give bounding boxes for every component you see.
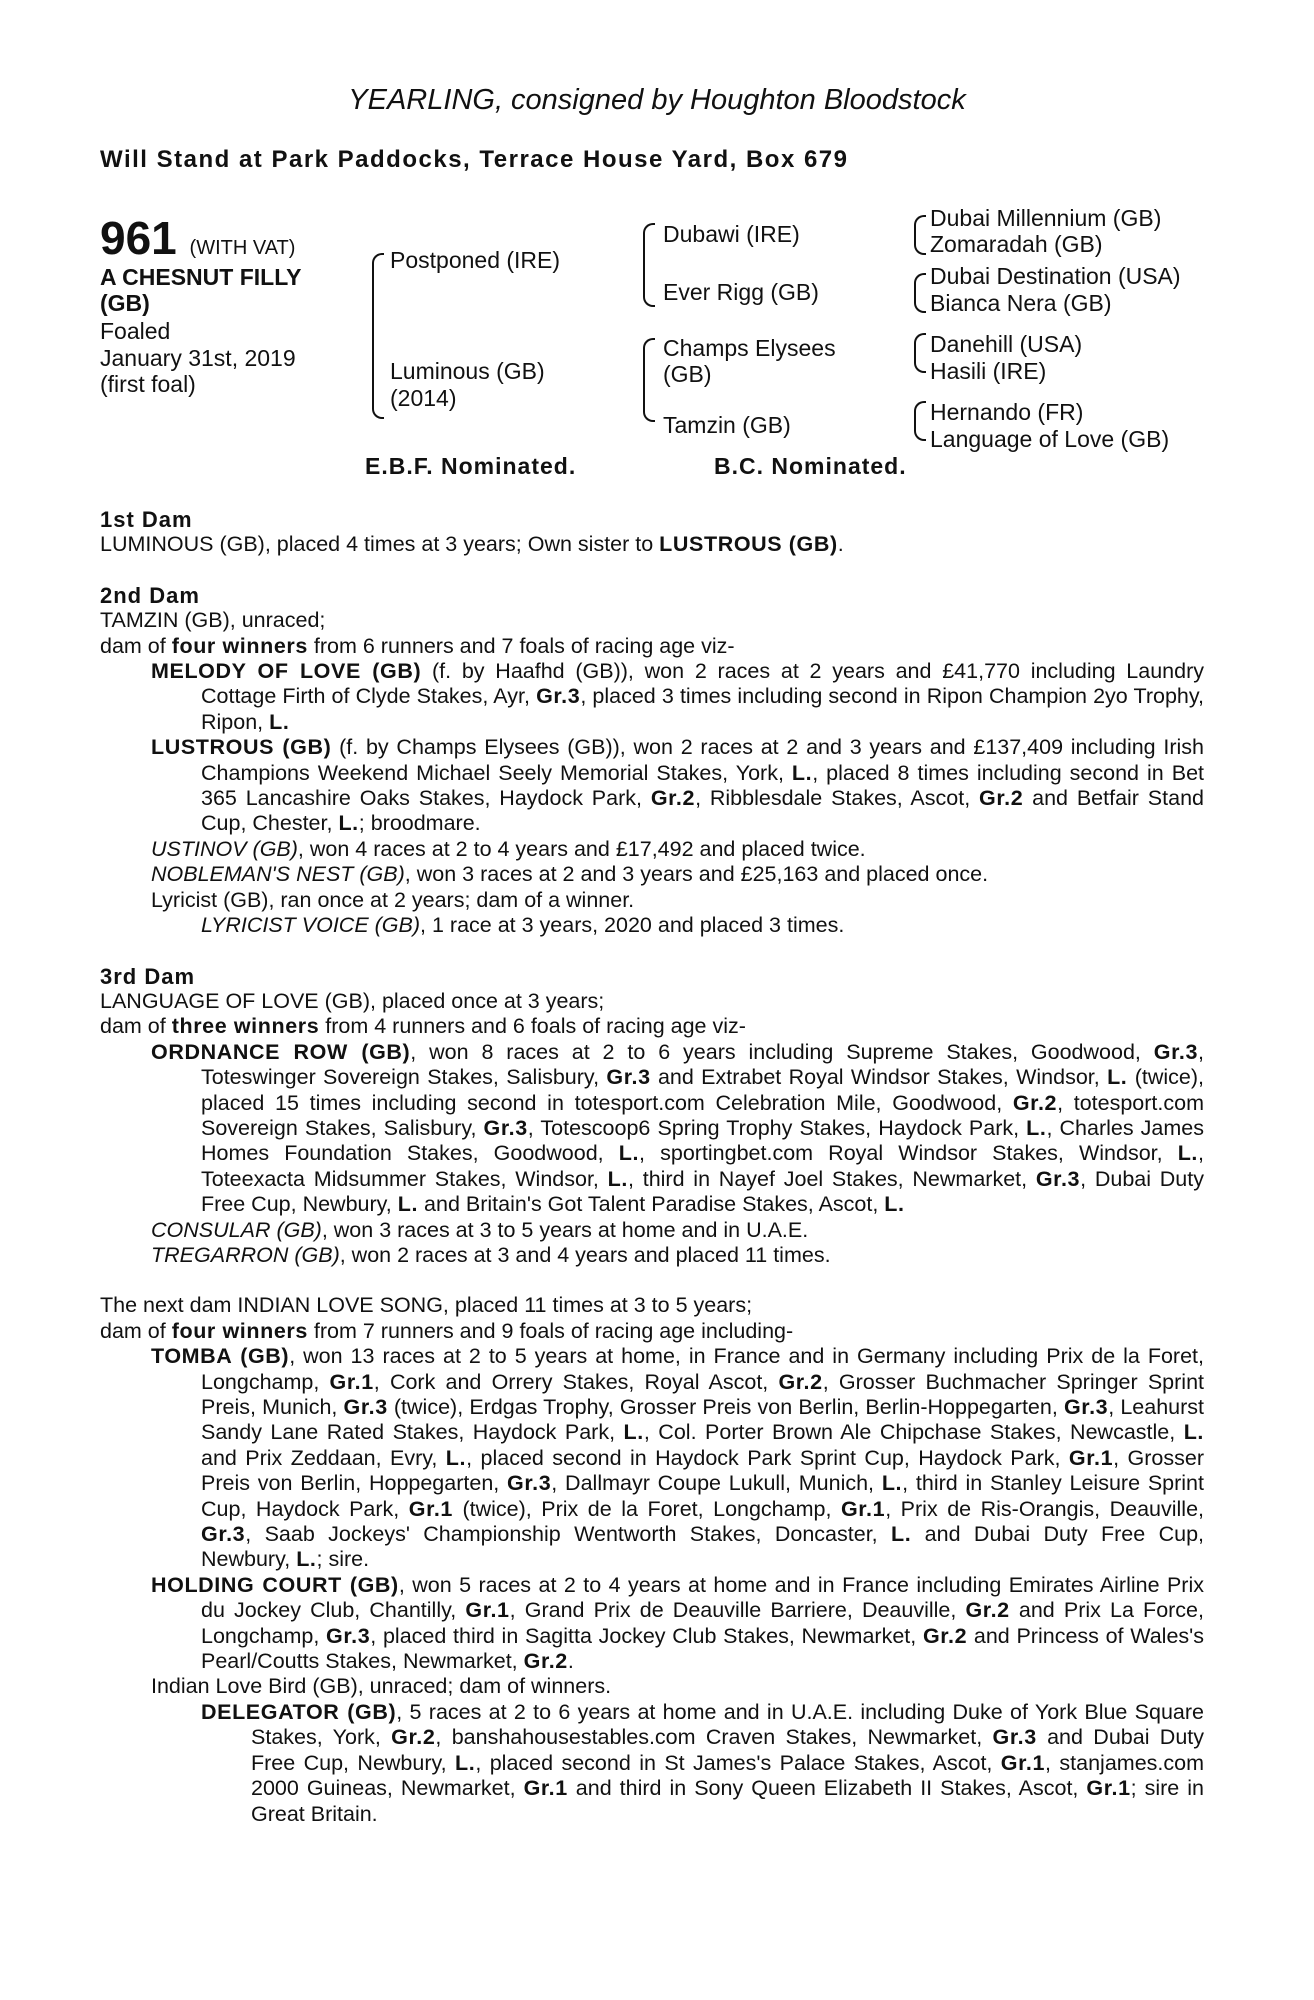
dam-dam: Tamzin (GB)	[663, 412, 791, 438]
bold-text: Gr.1	[408, 1496, 453, 1521]
bold-text: Gr.2	[650, 786, 696, 811]
text: , Prix de Ris-Orangis, Deauville,	[885, 1496, 1204, 1521]
bold-text: Gr.1	[523, 1776, 568, 1801]
catalogue-text	[100, 507, 1204, 1827]
bold-text: Gr.3	[507, 1471, 552, 1496]
lot-name-suffix: (GB)	[100, 290, 150, 316]
text-line	[100, 1218, 1204, 1243]
foaled-date: January 31st, 2019	[100, 345, 296, 371]
text: , 5 races at 2 to 6 years at home and in U.A.E. including Duke of York Blue Square Stakes, York,	[251, 1699, 1205, 1750]
bold-text: Gr.2	[778, 1369, 823, 1394]
lot-number: 961	[100, 212, 177, 264]
grandparent: Danehill (USA)	[930, 331, 1083, 357]
bold-text: L.	[445, 1445, 467, 1470]
bold-text: L.	[891, 1522, 912, 1547]
foal-note: (first foal)	[100, 371, 196, 397]
bold-text: four winners	[171, 1318, 308, 1343]
text: , won 3 races at 2 and 3 years and £25,163 and placed once.	[404, 862, 989, 887]
sire: Postponed (IRE)	[390, 247, 561, 273]
bold-text: L.	[296, 1547, 317, 1572]
bold-text: Gr.2	[922, 1623, 968, 1648]
text: dam of	[100, 1014, 172, 1039]
section-heading: 3rd Dam	[100, 963, 196, 989]
text: and Extrabet Royal Windsor Stakes, Windsor,	[650, 1065, 1108, 1090]
text: and Princess of Wales's Pearl/Coutts Stakes, Newmarket,	[201, 1623, 1205, 1674]
text: Lyricist (GB), ran once at 2 years; dam of a winner.	[151, 887, 635, 912]
bold-text: three winners	[171, 1014, 320, 1039]
text: , Grosser Preis von Berlin, Hoppegarten,	[201, 1445, 1205, 1496]
bold-text: DELEGATOR (GB)	[201, 1699, 397, 1724]
text: , third in Stanley Leisure Sprint Cup, Haydock Park,	[201, 1471, 1204, 1521]
dam-section	[100, 507, 1204, 558]
text: , totesport.com Sovereign Stakes, Salisbury,	[201, 1090, 1204, 1140]
text: from 4 runners and 6 foals of racing age viz-	[319, 1014, 746, 1039]
text-line	[100, 1293, 1204, 1318]
text-line	[100, 608, 1204, 633]
stand-location: Will Stand at Park Paddocks, Terrace House Yard, Box 679	[100, 146, 849, 173]
progeny-entry	[100, 1573, 1204, 1675]
bold-text: LUSTROUS (GB)	[659, 532, 838, 557]
bold-text: L.	[884, 1192, 905, 1217]
text: dam of	[100, 633, 172, 658]
text: , won 5 races at 2 to 4 years at home and in France including Emirates Airline Prix du Jockey Club, Chantilly,	[201, 1572, 1204, 1623]
progeny-entry	[100, 1700, 1204, 1827]
text: , sportingbet.com Royal Windsor Stakes, Windsor,	[639, 1141, 1178, 1166]
pedigree-block	[0, 205, 1314, 495]
sire-sire: Dubawi (IRE)	[663, 221, 800, 247]
text: , won 2 races at 3 and 4 years and placed 11 times.	[339, 1242, 831, 1267]
text: , 1 race at 3 years, 2020 and placed 3 times.	[420, 913, 845, 938]
bold-text: Gr.3	[343, 1395, 388, 1419]
text-line	[100, 634, 1204, 659]
text-line	[100, 913, 1204, 938]
bold-text: Gr.2	[391, 1725, 436, 1750]
text: (twice), placed 15 times including second in totesport.com Celebration Mile, Goodwood,	[201, 1065, 1205, 1115]
grandparent: Hernando (FR)	[930, 399, 1084, 425]
italic-text: NOBLEMAN'S NEST (GB)	[151, 862, 405, 887]
bold-text: L.	[607, 1166, 628, 1191]
bold-text: Gr.3	[1153, 1039, 1199, 1064]
italic-text: TREGARRON (GB)	[151, 1242, 340, 1267]
bold-text: Gr.3	[1063, 1395, 1109, 1419]
progeny-entry	[100, 1040, 1204, 1218]
bracket	[914, 401, 926, 441]
text-line	[100, 837, 1204, 862]
text: , won 13 races at 2 to 5 years at home, in France and in Germany including Prix de la Foret, Longchamp,	[201, 1344, 1204, 1394]
text: from 7 runners and 9 foals of racing age including-	[307, 1318, 794, 1343]
text: Indian Love Bird (GB), unraced; dam of winners.	[151, 1674, 612, 1699]
bracket	[914, 333, 926, 373]
bold-text: Gr.1	[465, 1598, 510, 1623]
text: and Britain's Got Talent Paradise Stakes, Ascot,	[418, 1192, 885, 1217]
text: and Dubai Duty Free Cup, Newbury,	[251, 1725, 1204, 1775]
bold-text: Gr.2	[979, 786, 1024, 811]
text-line	[100, 532, 1204, 557]
dam-section	[100, 583, 1204, 939]
italic-text: USTINOV (GB)	[151, 836, 298, 861]
bold-text: Gr.3	[483, 1115, 528, 1140]
foaled-label: Foaled	[100, 318, 171, 344]
text: , placed third in Sagitta Jockey Club Stakes, Newmarket,	[370, 1623, 923, 1648]
bold-text: Gr.3	[536, 684, 581, 709]
text: ; broodmare.	[358, 811, 481, 836]
text: , Saab Jockeys' Championship Wentworth Stakes, Doncaster,	[245, 1522, 892, 1547]
bold-text: L.	[338, 811, 359, 836]
text: (twice), Prix de la Foret, Longchamp,	[453, 1496, 841, 1521]
section-heading: 2nd Dam	[100, 582, 200, 608]
bold-text: Gr.3	[201, 1522, 246, 1547]
text: , won 4 races at 2 to 4 years and £17,492 and placed twice.	[297, 836, 866, 861]
bold-text: L.	[618, 1141, 640, 1166]
text: , third in Nayef Joel Stakes, Newmarket,	[627, 1166, 1036, 1191]
text: , Grand Prix de Deauville Barriere, Deauville,	[509, 1598, 966, 1623]
page-title: YEARLING, consigned by Houghton Bloodstock	[348, 84, 966, 116]
grandparent: Zomaradah (GB)	[930, 231, 1103, 257]
italic-text: CONSULAR (GB)	[151, 1217, 322, 1242]
progeny-entry	[100, 735, 1204, 837]
bold-text: L.	[1107, 1065, 1128, 1090]
grandparent: Hasili (IRE)	[930, 358, 1047, 384]
text-line	[100, 989, 1204, 1014]
bold-text: L.	[1026, 1115, 1047, 1140]
text: , Charles James Homes Foundation Stakes, Goodwood,	[201, 1115, 1204, 1166]
text: ; sire.	[316, 1547, 370, 1572]
bold-text: L.	[623, 1420, 644, 1445]
text: , Col. Porter Brown Ale Chipchase Stakes, Newcastle,	[643, 1420, 1184, 1445]
text: , banshahousestables.com Craven Stakes, Newmarket,	[435, 1725, 993, 1750]
italic-text: LYRICIST VOICE (GB)	[201, 913, 421, 938]
bold-text: LUSTROUS (GB)	[151, 735, 332, 760]
bold-text: Gr.1	[1068, 1445, 1114, 1470]
text: , stanjames.com 2000 Guineas, Newmarket,	[251, 1750, 1204, 1801]
text: , placed second in Haydock Park Sprint Cup, Haydock Park,	[466, 1445, 1069, 1470]
text-line	[100, 888, 1204, 913]
bracket	[643, 223, 655, 307]
bold-text: L.	[1177, 1141, 1199, 1166]
bold-text: L.	[791, 760, 813, 785]
bold-text: Gr.2	[965, 1598, 1010, 1623]
bold-text: L.	[881, 1471, 903, 1496]
text-line	[100, 1014, 1204, 1039]
text-line	[100, 1319, 1204, 1344]
bold-text: Gr.3	[1035, 1166, 1081, 1191]
dam-section	[100, 964, 1204, 1269]
bold-text: L.	[397, 1192, 419, 1217]
text: and third in Sony Queen Elizabeth II Stakes, Ascot,	[567, 1776, 1087, 1801]
text: , won 3 races at 3 to 5 years at home and in U.A.E.	[321, 1217, 809, 1242]
text: .	[567, 1649, 574, 1674]
bracket	[914, 215, 926, 255]
dam-sire: Champs Elysees	[663, 335, 836, 361]
text: and Betfair Stand Cup, Chester,	[201, 786, 1204, 836]
text: and Dubai Duty Free Cup, Newbury,	[201, 1522, 1204, 1572]
text: , Leahurst Sandy Lane Rated Stakes, Haydock Park,	[201, 1395, 1204, 1445]
text: .	[837, 532, 844, 557]
bracket	[372, 253, 384, 419]
bold-text: Gr.1	[1086, 1776, 1131, 1801]
dam-year: (2014)	[390, 385, 457, 411]
bold-text: ORDNANCE ROW (GB)	[151, 1039, 411, 1064]
text: , placed second in St James's Palace Stakes, Ascot,	[475, 1750, 1001, 1775]
bold-text: HOLDING COURT (GB)	[151, 1572, 399, 1597]
text: , placed 3 times including second in Ripon Champion 2yo Trophy, Ripon,	[201, 684, 1204, 734]
text-line	[100, 862, 1204, 887]
text: dam of	[100, 1318, 172, 1343]
text: and Prix Zeddaan, Evry,	[201, 1445, 446, 1470]
sire-dam: Ever Rigg (GB)	[663, 279, 819, 305]
lot-name: A CHESNUT FILLY	[100, 264, 302, 290]
dam-sire-suffix: (GB)	[663, 361, 712, 387]
bracket	[643, 338, 655, 422]
text: , placed 8 times including second in Bet 365 Lancashire Oaks Stakes, Haydock Park,	[201, 760, 1204, 811]
text: The next dam INDIAN LOVE SONG, placed 11 times at 3 to 5 years;	[100, 1293, 753, 1318]
dam: Luminous (GB)	[390, 358, 545, 384]
ebf-nomination: E.B.F. Nominated.	[365, 453, 577, 479]
text: , Toteexacta Midsummer Stakes, Windsor,	[201, 1141, 1204, 1191]
text: , Ribblesdale Stakes, Ascot,	[695, 786, 980, 811]
bold-text: MELODY OF LOVE (GB)	[151, 659, 422, 684]
text: and Prix La Force, Longchamp,	[201, 1598, 1204, 1648]
bold-text: L.	[1183, 1420, 1204, 1445]
bold-text: L.	[269, 709, 290, 734]
text-line	[100, 1243, 1204, 1268]
grandparent: Dubai Destination (USA)	[930, 263, 1181, 289]
bold-text: TOMBA (GB)	[151, 1344, 290, 1369]
grandparent: Dubai Millennium (GB)	[930, 205, 1162, 231]
bold-text: Gr.1	[840, 1496, 886, 1521]
grandparent: Language of Love (GB)	[930, 426, 1170, 452]
progeny-entry	[100, 659, 1204, 735]
bold-text: Gr.3	[326, 1623, 371, 1648]
lot-number-line	[100, 211, 295, 265]
text: , Totescoop6 Spring Trophy Stakes, Haydock Park,	[527, 1115, 1027, 1140]
bc-nomination: B.C. Nominated.	[714, 453, 907, 479]
text: ; sire in Great Britain.	[251, 1776, 1204, 1826]
text: , Grosser Buchmacher Springer Sprint Preis, Munich,	[201, 1369, 1204, 1419]
bracket	[914, 273, 926, 313]
grandparent: Bianca Nera (GB)	[930, 290, 1112, 316]
bold-text: Gr.1	[329, 1369, 374, 1394]
bold-text: L.	[455, 1750, 476, 1775]
text: , Dallmayr Coupe Lukull, Munich,	[551, 1471, 882, 1496]
text: TAMZIN (GB), unraced;	[100, 608, 326, 633]
bold-text: Gr.2	[1012, 1090, 1058, 1115]
dam-section	[100, 1293, 1204, 1827]
text: from 6 runners and 7 foals of racing age viz-	[307, 633, 735, 658]
text: , Cork and Orrery Stakes, Royal Ascot,	[373, 1369, 779, 1394]
text: (f. by Haafhd (GB)), won 2 races at 2 years and £41,770 including Laundry Cottage Firth of Clyde Stakes, Ayr,	[201, 659, 1205, 709]
text-line	[100, 1674, 1204, 1699]
text: LUMINOUS (GB), placed 4 times at 3 years; Own sister to	[100, 532, 660, 557]
text: (twice), Erdgas Trophy, Grosser Preis von Berlin, Berlin-Hoppegarten,	[387, 1395, 1064, 1419]
text: , Toteswinger Sovereign Stakes, Salisbury,	[201, 1039, 1204, 1090]
text: , Dubai Duty Free Cup, Newbury,	[201, 1166, 1204, 1217]
vat-label: (WITH VAT)	[189, 237, 296, 259]
bold-text: Gr.1	[1000, 1750, 1046, 1775]
text: (f. by Champs Elysees (GB)), won 2 races at 2 and 3 years and £137,409 including Irish Champions Weekend Michael Seely Memorial Stakes, York,	[201, 735, 1205, 785]
progeny-entry	[100, 1344, 1204, 1573]
bold-text: Gr.3	[606, 1065, 651, 1090]
bold-text: Gr.3	[992, 1725, 1037, 1750]
text: , won 8 races at 2 to 6 years including Supreme Stakes, Goodwood,	[410, 1039, 1154, 1064]
text: LANGUAGE OF LOVE (GB), placed once at 3 years;	[100, 988, 605, 1013]
bold-text: four winners	[171, 633, 308, 658]
bold-text: Gr.2	[523, 1649, 568, 1674]
section-heading: 1st Dam	[100, 507, 193, 532]
